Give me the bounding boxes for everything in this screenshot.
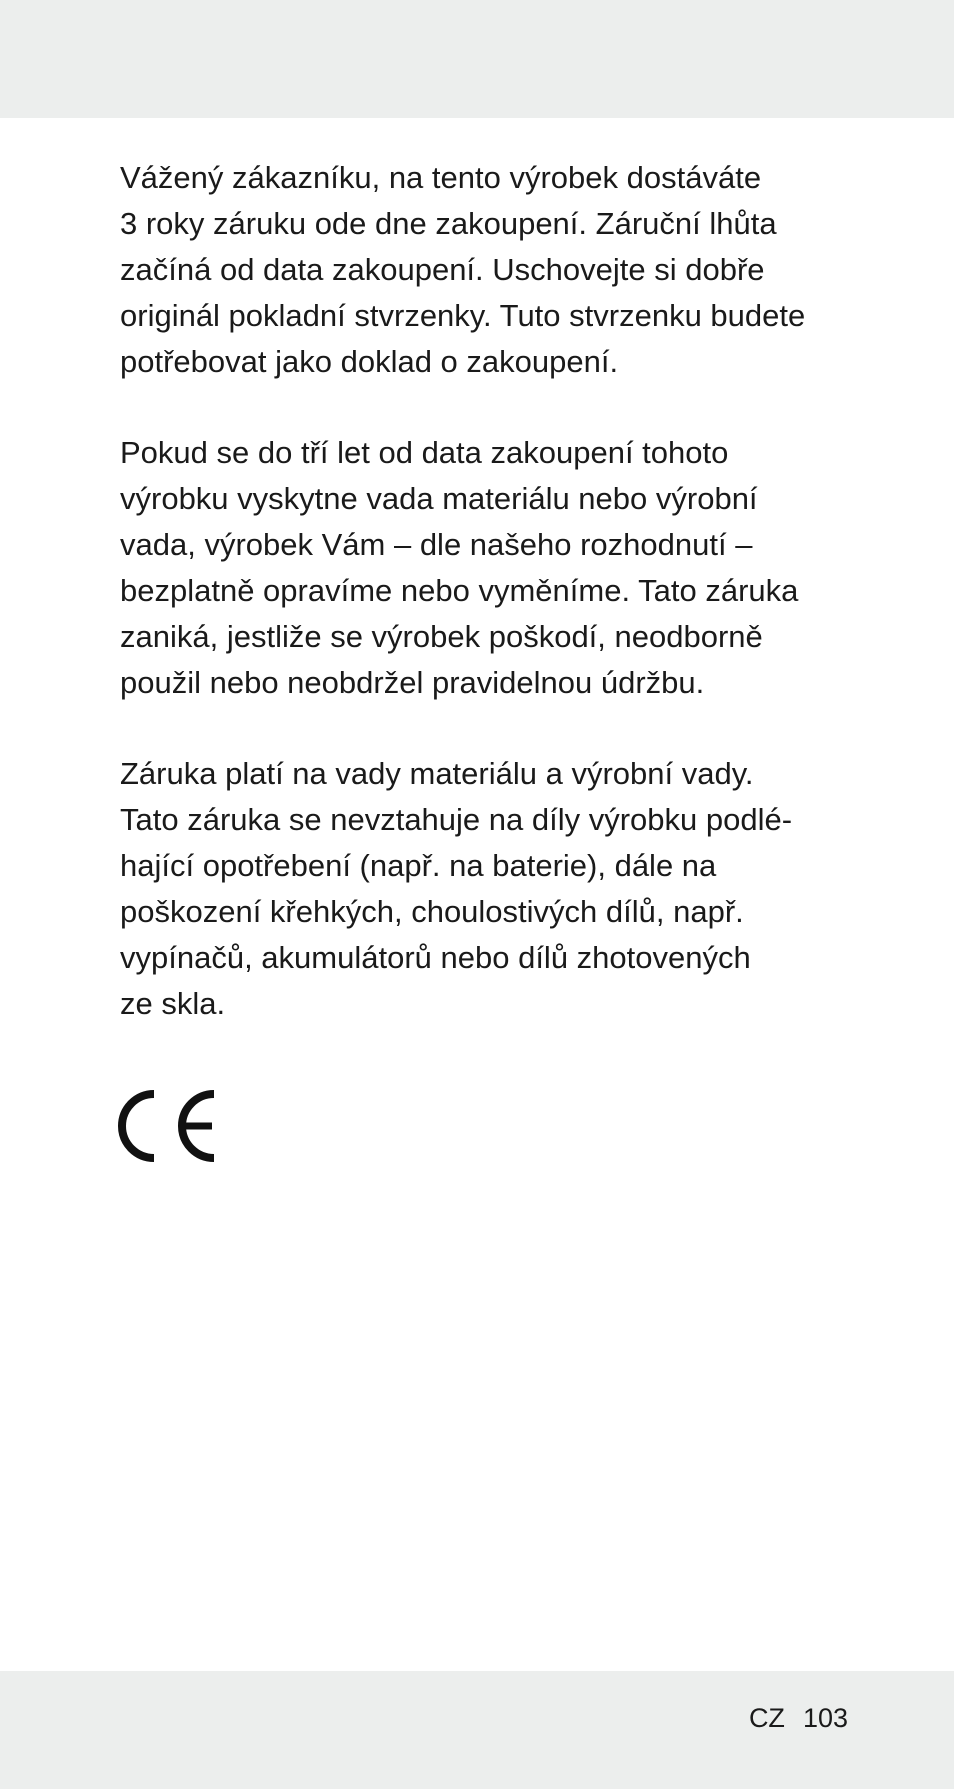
text-line: vada, výrobek Vám – dle našeho rozhodnutí –	[120, 527, 753, 562]
text-line: vypínačů, akumulátorů nebo dílů zhotovených	[120, 940, 751, 975]
ce-mark-icon	[118, 1090, 218, 1162]
paragraph-warranty-repair	[120, 430, 840, 706]
paragraph-warranty-period	[120, 155, 840, 385]
text-line: Tato záruka se nevztahuje na díly výrobku podlé-	[120, 802, 793, 837]
language-code: CZ	[748, 1703, 785, 1733]
text-line: začíná od data zakoupení. Uschovejte si dobře	[120, 252, 765, 287]
text-line: potřebovat jako doklad o zakoupení.	[120, 344, 619, 379]
text-line: Vážený zákazníku, na tento výrobek dostáváte	[120, 160, 762, 195]
text-line: hající opotřebení (např. na baterie), dále na	[120, 848, 717, 883]
text-line: 3 roky záruku ode dne zakoupení. Záruční lhůta	[120, 206, 777, 241]
header-band	[0, 0, 954, 118]
page-number: 103	[802, 1703, 848, 1733]
text-line: ze skla.	[120, 986, 226, 1021]
text-line: Záruka platí na vady materiálu a výrobní vady.	[120, 756, 754, 791]
paragraph-warranty-scope	[120, 751, 840, 1027]
text-line: Pokud se do tří let od data zakoupení tohoto	[120, 435, 729, 470]
text-line: výrobku vyskytne vada materiálu nebo výrobní	[120, 481, 758, 516]
text-line: originál pokladní stvrzenky. Tuto stvrzenku budete	[120, 298, 806, 333]
text-line: bezplatně opravíme nebo vyměníme. Tato záruka	[120, 573, 799, 608]
text-line: zaniká, jestliže se výrobek poškodí, neodborně	[120, 619, 763, 654]
page-footer	[749, 1700, 848, 1736]
warranty-text	[120, 155, 840, 1072]
text-line: poškození křehkých, choulostivých dílů, např.	[120, 894, 744, 929]
text-line: použil nebo neobdržel pravidelnou údržbu.	[120, 665, 705, 700]
